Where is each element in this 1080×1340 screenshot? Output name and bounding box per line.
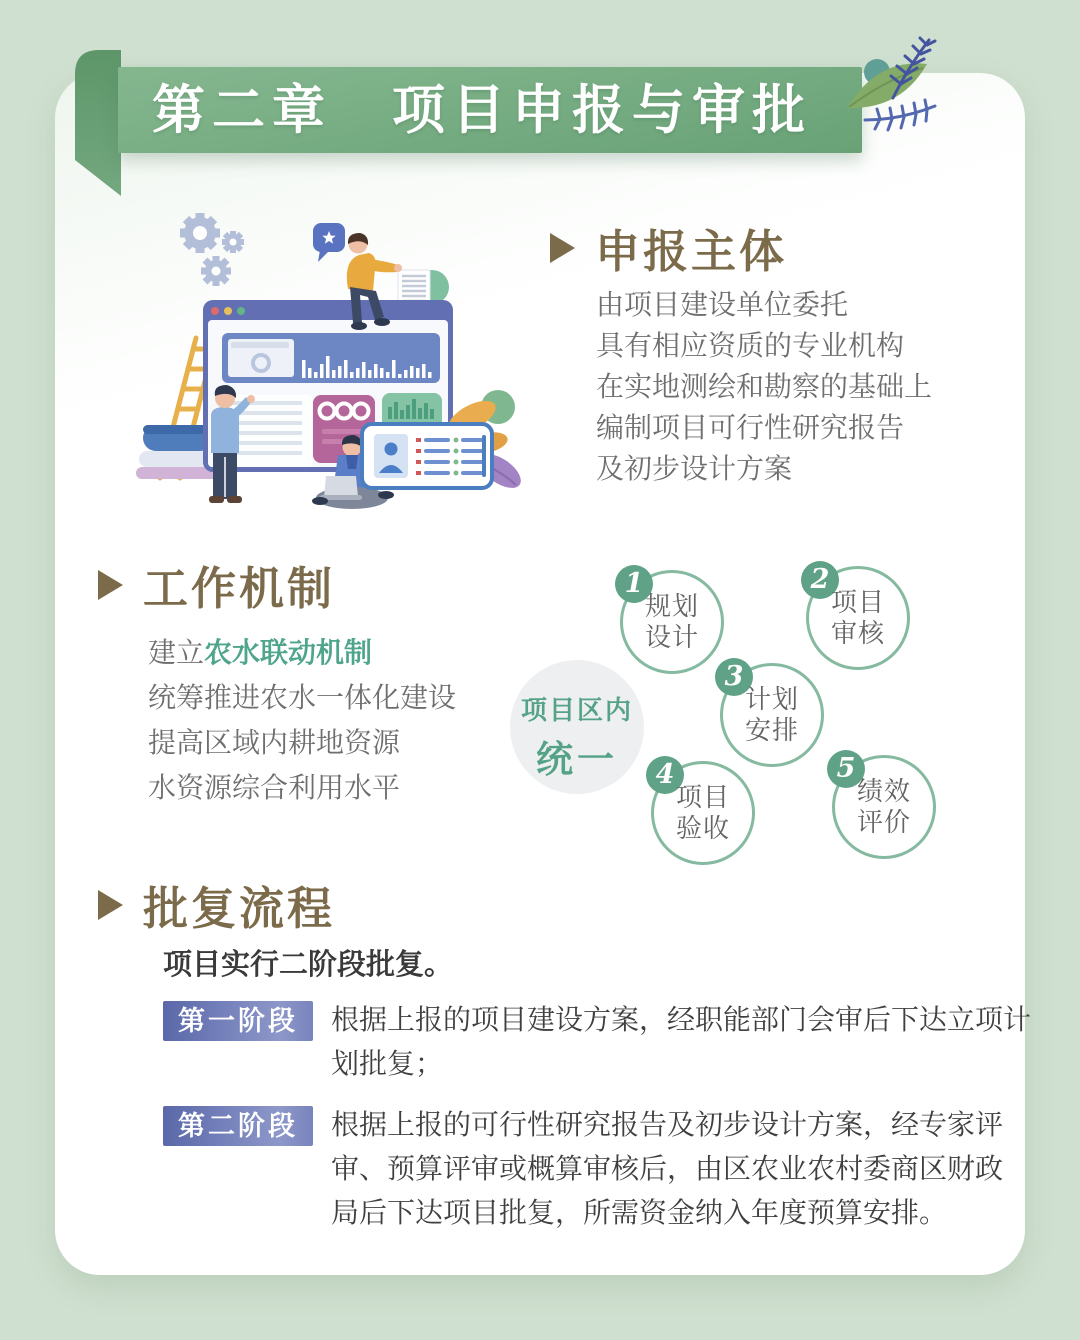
leaf-branch-icon — [835, 28, 960, 148]
banner-ribbon-fold — [75, 48, 121, 198]
apply-line: 具有相应资质的专业机构 — [596, 330, 905, 361]
section-head-mechanism — [98, 552, 335, 617]
step-circle-1 — [620, 570, 724, 674]
section-arrow-icon — [550, 233, 575, 263]
stage-row-1 — [163, 1001, 1033, 1086]
mechanism-line-prefix: 建立 — [148, 637, 205, 668]
team-dashboard-illustration — [130, 195, 560, 525]
step-number-badge: 1 — [615, 565, 653, 603]
window-dot-red — [211, 307, 219, 315]
section-title-approval: 批复流程 — [143, 883, 336, 934]
apply-body — [596, 284, 932, 489]
step-number-badge: 5 — [827, 750, 865, 788]
window-dot-yellow — [224, 307, 232, 315]
mechanism-line — [148, 630, 456, 675]
section-title-apply: 申报主体 — [595, 226, 788, 277]
step-circle-2 — [806, 566, 910, 670]
bar-chart-graphic — [222, 333, 440, 383]
step-label: 规划 设计 — [644, 591, 699, 652]
stage-text-2: 根据上报的可行性研究报告及初步设计方案，经专家评 审、预算评审或概算审核后，由区农业农村委商区财政 局后下达项目批复，所需资金纳入年度预算安排。 — [331, 1109, 1004, 1228]
step-circle-3 — [720, 663, 824, 767]
step-number-badge: 2 — [801, 561, 839, 599]
apply-line: 编制项目可行性研究报告 — [596, 412, 905, 443]
step-number-badge: 4 — [646, 756, 684, 794]
section-title-mechanism: 工作机制 — [143, 563, 336, 614]
chapter-banner — [118, 67, 862, 153]
stage-row-2 — [163, 1106, 1033, 1235]
step-label: 绩效 评价 — [856, 776, 911, 837]
mechanism-line-accent: 农水联动机制 — [204, 637, 373, 668]
mechanism-line: 水资源综合利用水平 — [148, 772, 401, 803]
mechanism-line: 提高区域内耕地资源 — [148, 727, 401, 758]
stage-label-2: 第二阶段 — [163, 1106, 313, 1146]
step-label: 项目 审核 — [830, 587, 885, 648]
mechanism-body — [148, 630, 456, 810]
section-arrow-icon — [98, 570, 123, 600]
stage-label-1: 第一阶段 — [163, 1001, 313, 1041]
step-number-badge: 3 — [715, 658, 753, 696]
mechanism-line: 统筹推进农水一体化建设 — [148, 682, 457, 713]
id-card-graphic — [362, 424, 492, 488]
gears-icon — [180, 213, 244, 286]
step-circle-5 — [832, 755, 936, 859]
section-arrow-icon — [98, 890, 123, 920]
hub-top-label: 项目区内 — [520, 695, 633, 725]
step-label: 项目 验收 — [675, 782, 730, 843]
window-dot-green — [237, 307, 245, 315]
step-circle-4 — [651, 761, 755, 865]
hub-circle — [510, 660, 644, 794]
step-label: 计划 安排 — [744, 684, 799, 745]
section-head-apply — [550, 215, 787, 280]
apply-line: 及初步设计方案 — [596, 453, 793, 484]
apply-line: 在实地测绘和勘察的基础上 — [596, 371, 933, 402]
stage-text-1: 根据上报的项目建设方案，经职能部门会审后下达立项计 划批复； — [331, 1004, 1032, 1079]
speech-bubble-star-icon — [313, 223, 345, 262]
apply-line: 由项目建设单位委托 — [596, 289, 849, 320]
section-head-approval — [98, 872, 335, 937]
hub-bottom-label: 统一 — [536, 739, 618, 780]
chapter-title: 第二章 项目申报与审批 — [152, 81, 812, 140]
approval-intro: 项目实行二阶段批复。 — [163, 949, 454, 981]
